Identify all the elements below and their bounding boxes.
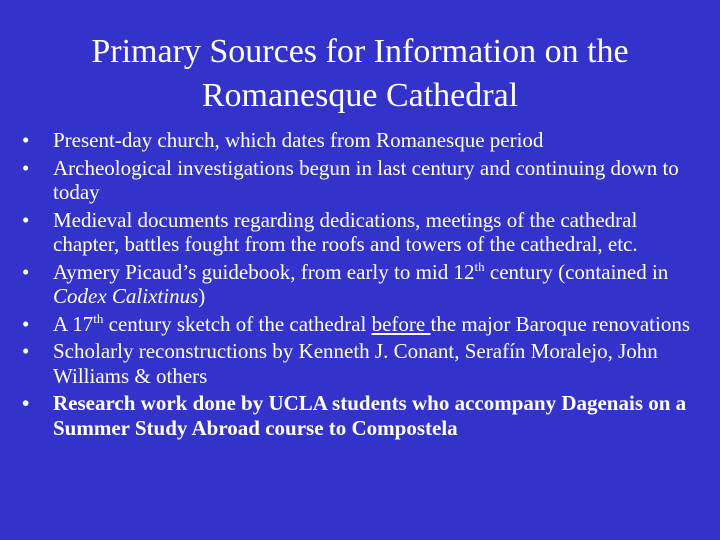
- bullet-icon: •: [22, 259, 30, 284]
- bullet-icon: •: [22, 339, 30, 363]
- bullet-text: Research work done by UCLA students who accompany Dagenais on a Summer Study Abroad course to Compostela: [53, 391, 687, 440]
- underlined-before: before: [371, 311, 431, 336]
- title-line-2: Romanesque Cathedral: [201, 77, 519, 114]
- bullet-text-pre: A 17: [53, 311, 94, 336]
- bullet-text: Scholarly reconstructions by Kenneth J. Conant, Serafín Moralejo, John Williams & others: [53, 339, 658, 388]
- bullet-icon: •: [22, 311, 30, 336]
- bullet-text-pre: Aymery Picaud’s guidebook, from early to mid 12: [53, 259, 475, 284]
- bullet-item-ucla-research: [22, 391, 692, 440]
- bullet-text-mid: century (contained in: [484, 259, 669, 284]
- title-line-1: Primary Sources for Information on the: [91, 33, 629, 70]
- bullet-item-medieval-documents: [22, 208, 692, 257]
- bullet-text: Present-day church, which dates from Romanesque period: [53, 128, 544, 152]
- bullet-icon: •: [22, 128, 30, 152]
- ordinal-superscript: th: [93, 310, 104, 326]
- bullet-item-scholarly-reconstructions: [22, 339, 692, 388]
- bullet-icon: •: [22, 391, 30, 415]
- bullet-text-post: ): [198, 284, 206, 308]
- ordinal-superscript: th: [474, 258, 485, 274]
- bullet-text-mid: century sketch of the cathedral: [103, 311, 372, 336]
- bullet-item-17th-century-sketch: [22, 312, 692, 337]
- bullet-text: Medieval documents regarding dedications, meetings of the cathedral chapter, battles fought from the roofs and towers of the cathedral, etc.: [53, 207, 638, 256]
- bullet-item-archeological-investigations: [22, 156, 692, 205]
- bullet-item-present-day-church: [22, 128, 692, 153]
- slide-title: [40, 30, 680, 118]
- bullet-list: [22, 128, 692, 443]
- bullet-icon: •: [22, 155, 30, 180]
- bullet-text: Archeological investigations begun in last century and continuing down to today: [53, 155, 679, 204]
- bullet-item-picaud-guidebook: [22, 260, 692, 309]
- bullet-text-post: the major Baroque renovations: [430, 311, 691, 336]
- codex-title: Codex Calixtinus: [53, 284, 199, 308]
- bullet-icon: •: [22, 207, 30, 232]
